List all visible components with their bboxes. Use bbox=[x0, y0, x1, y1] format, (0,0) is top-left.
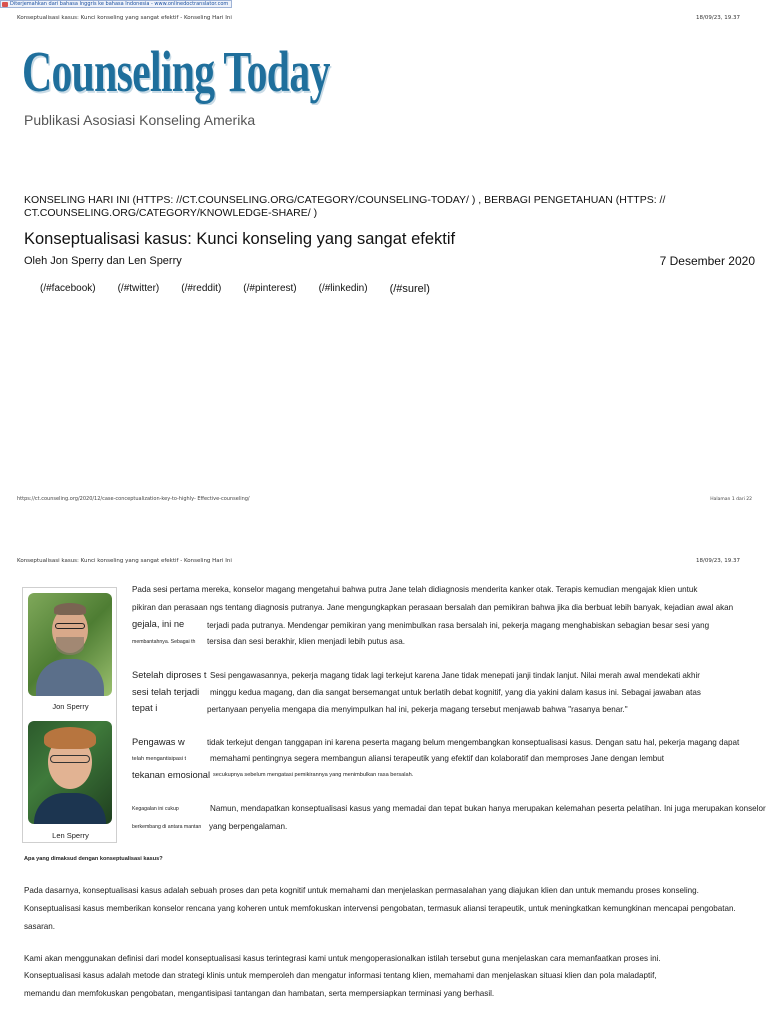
translator-icon bbox=[2, 2, 8, 7]
paragraph-6-line-3: memandu dan memfokuskan pengobatan, mengantisipasi tantangan dan hambatan, serta mempersiapkan terminasi yang berhasil. bbox=[24, 989, 495, 998]
caption-jon-sperry: Jon Sperry bbox=[52, 702, 89, 711]
paragraph-2-line-1a: Setelah diproses t bbox=[132, 670, 207, 680]
paragraph-4-line-2a: berkembang di antara mantan bbox=[132, 824, 202, 830]
counseling-today-logo[interactable]: Counseling Today bbox=[22, 39, 330, 104]
translator-banner-text: Diterjemahkan dari bahasa Inggris ke bahasa Indonesia - www.onlinedoctranslator.com bbox=[10, 1, 229, 7]
paragraph-5-line-2: Konseptualisasi kasus memberikan konselor rencana yang koheren untuk memfokuskan intervensi pengobatan, termasuk aliansi terapeutik, untuk meningkatkan kemungkinan mencapai pengobatan. bbox=[24, 904, 736, 913]
len-sperry-photo bbox=[28, 721, 112, 824]
paragraph-1-line-4a: membantahnya. Sebagai th bbox=[132, 639, 196, 645]
breadcrumb[interactable] bbox=[24, 194, 724, 220]
breadcrumb-line-2[interactable]: CT.COUNSELING.ORG/CATEGORY/KNOWLEDGE-SHARE/ ) bbox=[24, 207, 318, 219]
author-photos bbox=[22, 587, 117, 843]
article-date: 7 Desember 2020 bbox=[659, 254, 755, 268]
paragraph-3-line-2a: telah mengantisipasi t bbox=[132, 756, 187, 762]
jon-sperry-photo bbox=[28, 593, 112, 696]
share-linkedin-link[interactable]: (/#linkedin) bbox=[318, 283, 368, 294]
paragraph-2-line-2b: minggu kedua magang, dan dia sangat bersemangat untuk berlatih debat kognitif, yang dia yakini dalam kasus ini. Sebagai jawaban atas bbox=[210, 688, 701, 697]
paragraph-4-line-2b: yang berpengalaman. bbox=[209, 822, 288, 831]
translator-banner[interactable] bbox=[0, 0, 232, 8]
paragraph-3-line-1b: tidak terkejut dengan tanggapan ini karena peserta magang belum mengembangkan konseptualisasi kasus. Dengan satu hal, pekerja magang dapat bbox=[207, 738, 740, 747]
page2-header-title: Konseptualisasi kasus: Kunci konseling yang sangat efektif - Konseling Hari Ini bbox=[17, 558, 232, 564]
page2-header-timestamp: 18/09/23, 19.37 bbox=[696, 558, 740, 564]
article-title: Konseptualisasi kasus: Kunci konseling yang sangat efektif bbox=[24, 230, 456, 248]
share-email-link[interactable]: (/#surel) bbox=[389, 283, 430, 295]
share-reddit-link[interactable]: (/#reddit) bbox=[181, 283, 222, 294]
paragraph-4-line-1b: Namun, mendapatkan konseptualisasi kasus yang memadai dan tepat bukan hanya merupakan kelemahan peserta pelatihan. Ini juga merupakan konselor bbox=[210, 804, 766, 813]
share-facebook-link[interactable]: (/#facebook) bbox=[40, 283, 96, 294]
paragraph-1-line-3a: gejala, ini ne bbox=[132, 619, 185, 629]
share-links bbox=[40, 283, 452, 295]
paragraph-3-line-1a: Pengawas w bbox=[132, 737, 185, 747]
paragraph-2-line-3b: pertanyaan penyelia mengapa dia menyimpulkan hal ini, pekerja magang tersebut menjawab bahwa "rasanya benar." bbox=[207, 705, 628, 714]
paragraph-3-line-3b: secukupnya sebelum mengatasi pemikirannya yang menimbulkan rasa bersalah. bbox=[213, 772, 414, 778]
section-heading: Apa yang dimaksud dengan konseptualisasi kasus? bbox=[24, 856, 163, 862]
paragraph-2-line-1b: Sesi pengawasannya, pekerja magang tidak lagi terkejut karena Jane tidak menepati janji tindak lanjut. Nilai merah awal mendekati akhir bbox=[210, 671, 700, 680]
paragraph-2-line-3a: tepat i bbox=[132, 703, 158, 713]
page1-footer-url: https://ct.counseling.org/2020/12/case-conceptualization-key-to-highly- Effective-counseling/ bbox=[17, 496, 250, 502]
page1-footer-page-number: Halaman 1 dari 22 bbox=[710, 497, 752, 502]
paragraph-6-line-2: Konseptualisasi kasus adalah metode dan strategi klinis untuk memperoleh dan mengatur informasi tentang klien, memahami dan menjelaskan situasi klien dan pola maladaptif, bbox=[24, 971, 657, 980]
paragraph-3-line-3a: tekanan emosional bbox=[132, 770, 211, 780]
paragraph-4-line-1a: Kegagalan ini cukup bbox=[132, 806, 179, 812]
site-subtitle: Publikasi Asosiasi Konseling Amerika bbox=[24, 112, 256, 128]
share-pinterest-link[interactable]: (/#pinterest) bbox=[243, 283, 297, 294]
caption-len-sperry: Len Sperry bbox=[52, 831, 89, 840]
page1-header-title: Konseptualisasi kasus: Kunci konseling yang sangat efektif - Konseling Hari Ini bbox=[17, 15, 232, 21]
paragraph-5-line-1: Pada dasarnya, konseptualisasi kasus adalah sebuah proses dan peta kognitif untuk memahami dan menjelaskan permasalahan yang diajukan klien dan untuk memandu proses konseling. bbox=[24, 886, 699, 895]
paragraph-1-line-1: Pada sesi pertama mereka, konselor magang mengetahui bahwa putra Jane telah didiagnosis menderita kanker otak. Terapis kemudian mengajak klien untuk bbox=[132, 585, 698, 594]
paragraph-6-line-1: Kami akan menggunakan definisi dari model konseptualisasi kasus terintegrasi kami untuk mengoperasionalkan istilah tersebut guna menjelaskan cara memanfaatkan proses ini. bbox=[24, 954, 661, 963]
breadcrumb-line-1[interactable]: KONSELING HARI INI (HTTPS: //CT.COUNSELING.ORG/CATEGORY/COUNSELING-TODAY/ ) , BERBAGI PENGETAHUAN (HTTPS: // bbox=[24, 194, 666, 206]
paragraph-1-line-3b: terjadi pada putranya. Mendengar pemikiran yang menimbulkan rasa bersalah ini, pekerja magang menghabiskan sebagian besar sesi yang bbox=[207, 621, 710, 630]
paragraph-5-line-3: sasaran. bbox=[24, 922, 56, 931]
paragraph-1-line-4b: tersisa dan sesi berakhir, klien menjadi lebih putus asa. bbox=[207, 637, 405, 646]
paragraph-2-line-2a: sesi telah terjadi bbox=[132, 687, 200, 697]
page1-header-timestamp: 18/09/23, 19.37 bbox=[696, 15, 740, 21]
paragraph-3-line-2b: memahami pentingnya segera membangun aliansi terapeutik yang efektif dan kolaboratif dan memproses Jane dengan lembut bbox=[210, 754, 664, 763]
article-byline: Oleh Jon Sperry dan Len Sperry bbox=[24, 255, 182, 267]
share-twitter-link[interactable]: (/#twitter) bbox=[117, 283, 160, 294]
paragraph-1-line-2: pikiran dan perasaan ngs tentang diagnosis putranya. Jane mengungkapkan perasaan bersalah dan pemikiran bahwa jika dia berbuat lebih banyak, kejadian awal akan bbox=[132, 603, 734, 612]
